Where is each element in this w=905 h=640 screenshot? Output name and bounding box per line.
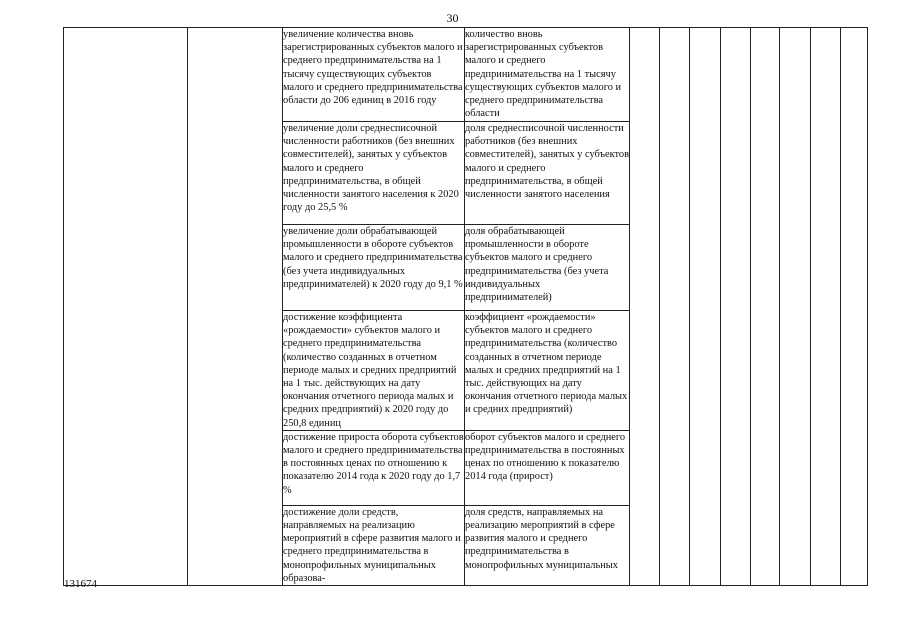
value-cell xyxy=(811,28,841,586)
value-cell xyxy=(721,28,751,586)
document-code: 131674 xyxy=(64,578,97,590)
goal-cell: увеличение доли обрабатывающей промышленности в обороте субъектов малого и среднего предпринимательства (без учета индивидуальных предпринимателей) к 2020 году до 9,1 % xyxy=(283,225,465,311)
value-cell xyxy=(690,28,721,586)
task-cell xyxy=(188,28,283,586)
indicator-cell: коэффициент «рождаемости» субъектов малого и среднего предпринимательства (количество созданных в отчетном периоде малых и средних предприятий на 1 тыс. действующих на дату окончания отчетного периода малых и средних предприятий) xyxy=(465,311,630,431)
goal-cell: достижение коэффициента «рождаемости» субъектов малого и среднего предпринимательства (количество созданных в отчетном периоде малых и средних предприятий на 1 тыс. действующих на дату окончания отчетного периода малых и средних предприятий) к 2020 году до 250,8 единиц xyxy=(283,311,465,431)
goal-cell: увеличение доли среднесписочной численности работников (без внешних совместителей), занятых у субъектов малого и среднего предпринимательства, в общей численности занятого населения к 2020 году до 25,5 % xyxy=(283,122,465,225)
indicator-cell: доля обрабатывающей промышленности в обороте субъектов малого и среднего предпринимательства (без учета индивидуальных предпринимателей) xyxy=(465,225,630,311)
indicators-table xyxy=(63,27,868,586)
table-row xyxy=(64,28,868,122)
goal-cell: увеличение количества вновь зарегистрированных субъектов малого и среднего предпринимательства на 1 тысячу существующих субъектов малого и среднего предпринимательства области до 206 единиц в 2016 году xyxy=(283,28,465,122)
value-cell xyxy=(780,28,811,586)
value-cell xyxy=(841,28,868,586)
value-cell xyxy=(660,28,690,586)
program-cell xyxy=(64,28,188,586)
indicator-cell: количество вновь зарегистрированных субъектов малого и среднего предпринимательства на 1 тысячу существующих субъектов малого и среднего предпринимательства области xyxy=(465,28,630,122)
value-cell xyxy=(751,28,780,586)
value-cell xyxy=(630,28,660,586)
goal-cell: достижение прироста оборота субъектов малого и среднего предпринимательства в постоянных ценах по отношению к показателю 2014 года к 2020 году до 1,7 % xyxy=(283,430,465,505)
indicator-cell: доля средств, направляемых на реализацию мероприятий в сфере развития малого и среднего предпринимательства в монопрофильных муниципальных xyxy=(465,505,630,585)
indicator-cell: оборот субъектов малого и среднего предпринимательства в постоянных ценах по отношению к показателю 2014 года (прирост) xyxy=(465,430,630,505)
indicator-cell: доля среднесписочной численности работников (без внешних совместителей), занятых у субъектов малого и среднего предпринимательства, в общей численности занятого населения xyxy=(465,122,630,225)
page-number: 30 xyxy=(446,11,459,25)
goal-cell: достижение доли средств, направляемых на реализацию мероприятий в сфере развития малого и среднего предпринимательства в монопрофильных муниципальных образова- xyxy=(283,505,465,585)
